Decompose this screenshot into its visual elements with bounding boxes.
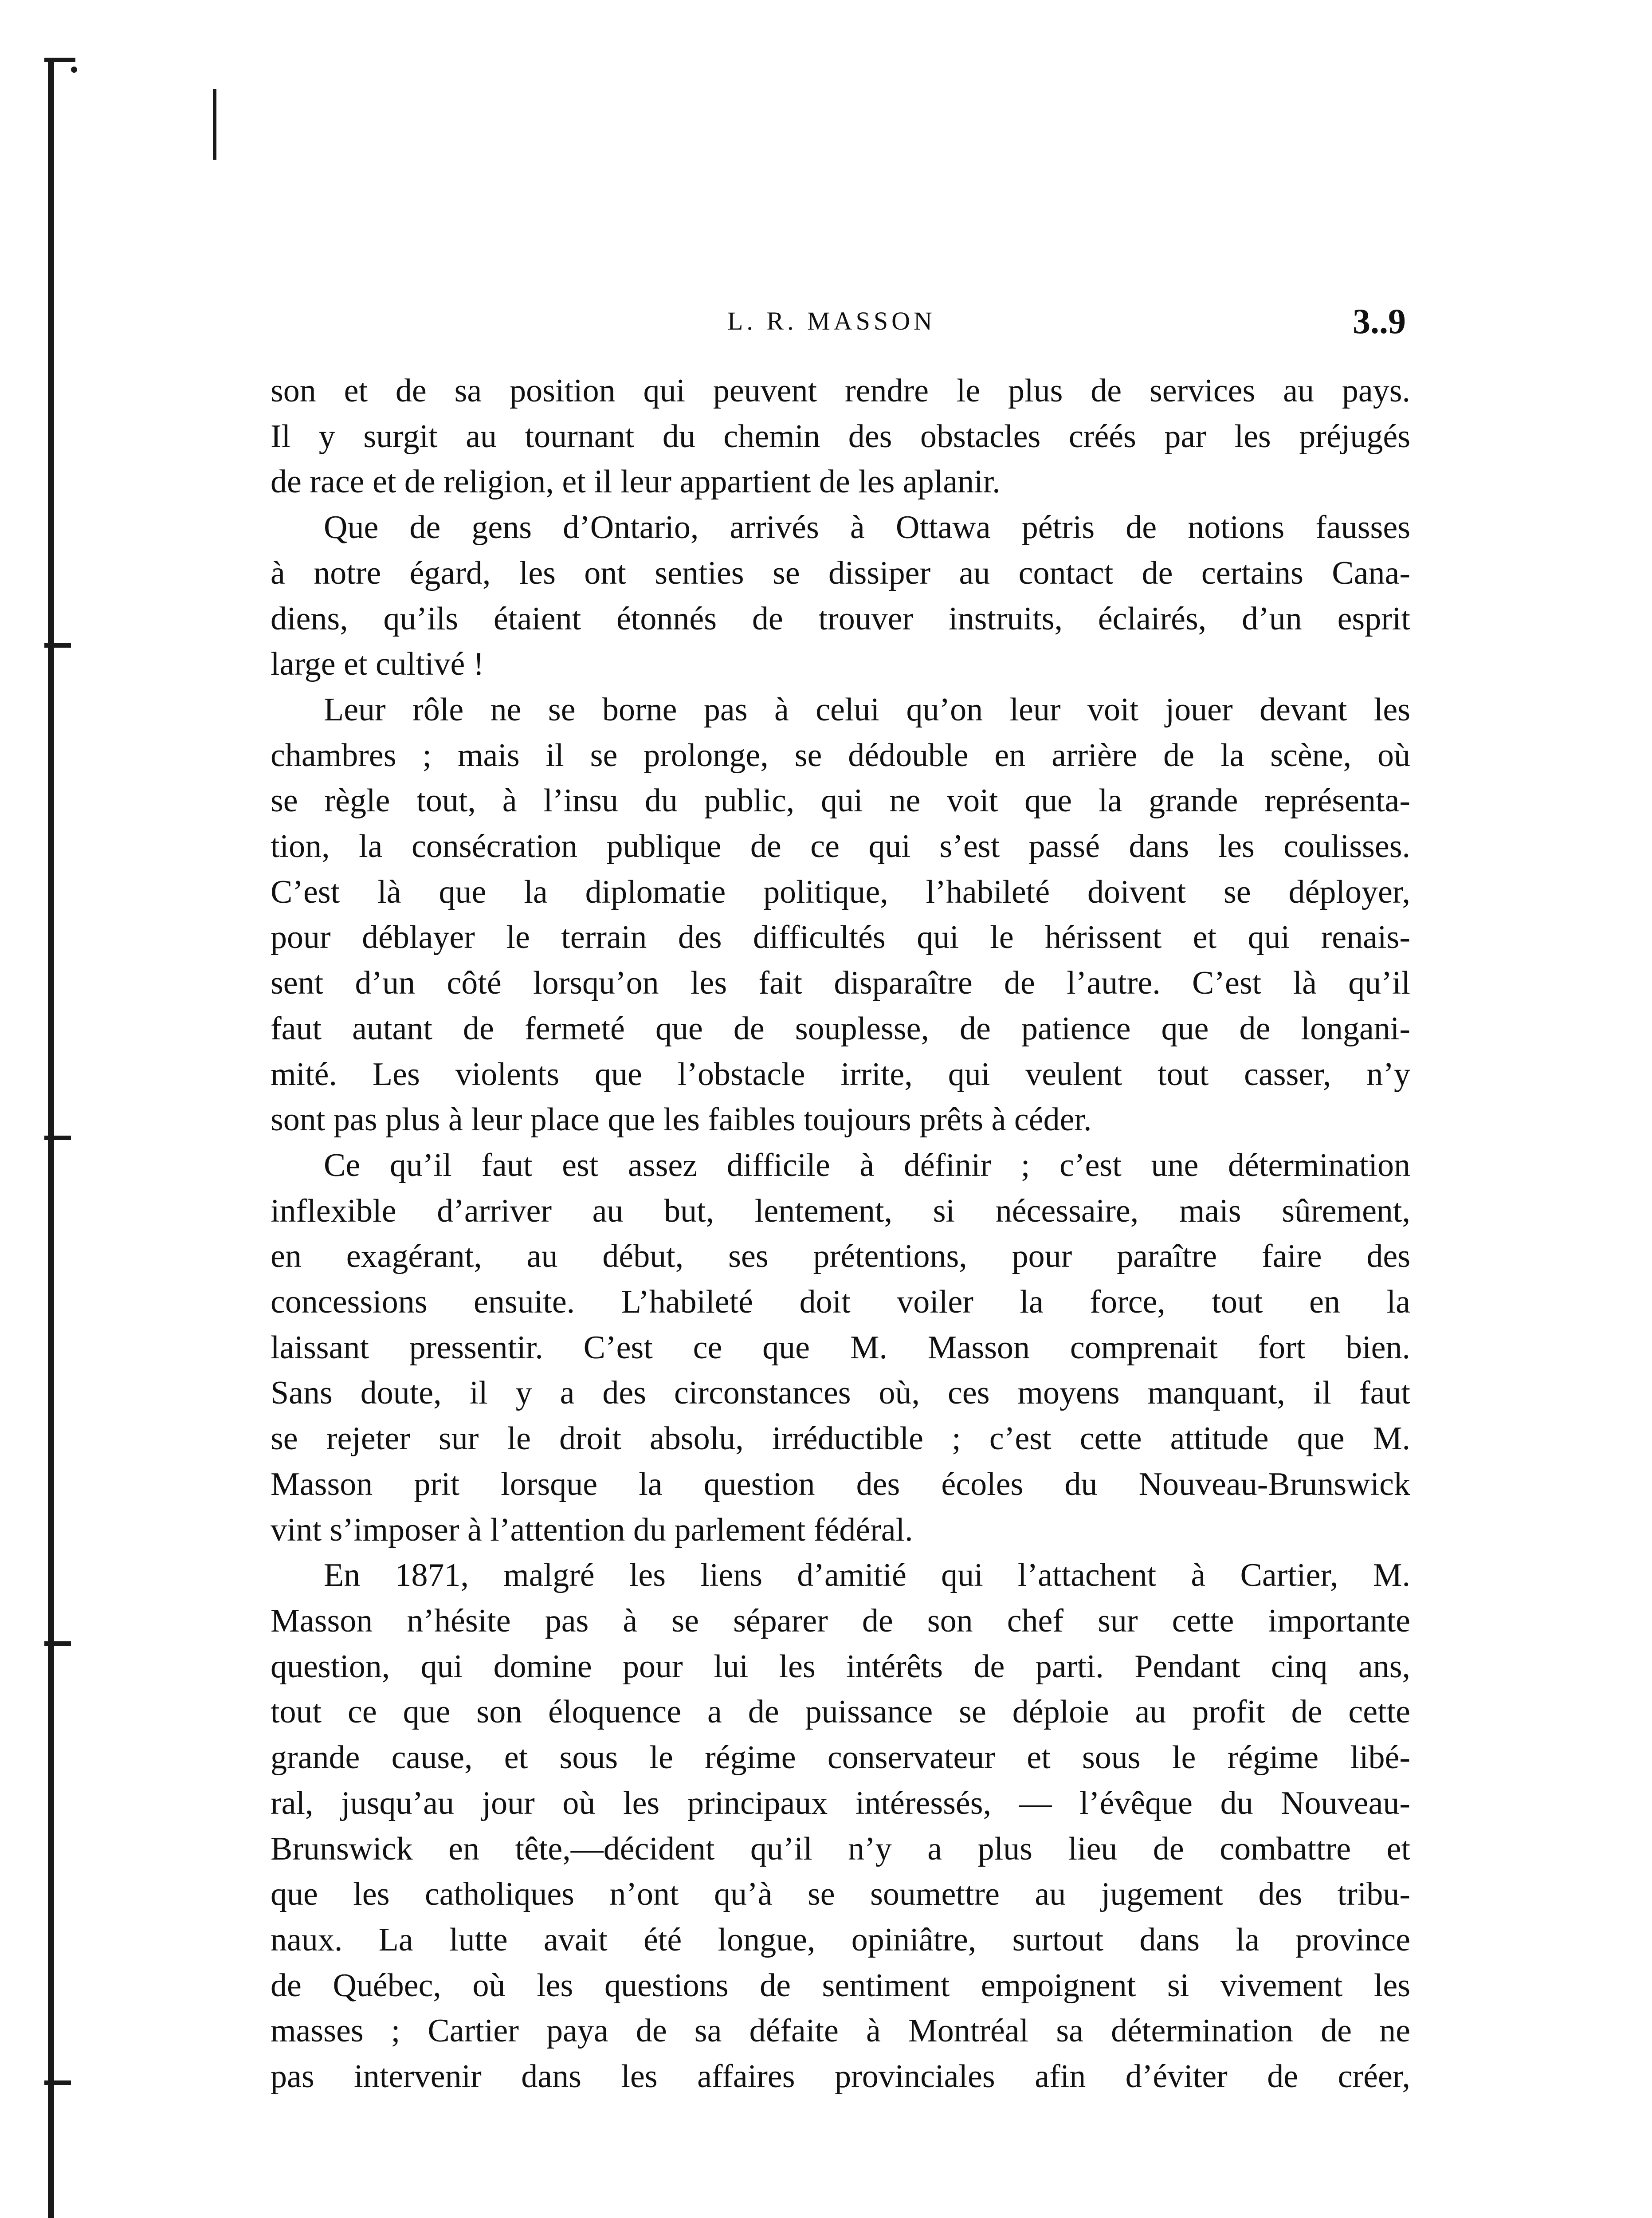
text-line: vint s’imposer à l’attention du parlement fédéral. <box>271 1511 913 1548</box>
text-line: Sans doute, il y a des circonstances où, ces moyens manquant, il faut <box>271 1375 1410 1412</box>
text-line: sent d’un côté lorsqu’on les fait disparaître de l’autre. C’est là qu’il <box>271 965 1410 1002</box>
scan-mark <box>213 89 216 160</box>
text-line: naux. La lutte avait été longue, opiniâtre, surtout dans la province <box>271 1921 1410 1958</box>
text-line: faut autant de fermeté que de souplesse, de patience que de longani- <box>271 1010 1410 1047</box>
paragraph <box>271 1553 1410 2099</box>
text-line: en exagérant, au début, ses prétentions, pour paraître faire des <box>271 1238 1410 1275</box>
binding-tick <box>44 1641 71 1646</box>
page-number: 3..9 <box>1353 302 1406 341</box>
text-line: En 1871, malgré les liens d’amitié qui l’attachent à Cartier, M. <box>324 1557 1410 1594</box>
text-line: Il y surgit au tournant du chemin des obstacles créés par les préjugés <box>271 418 1410 455</box>
binding-tick <box>44 643 71 648</box>
paragraph <box>271 1143 1410 1553</box>
body-text <box>271 368 1410 2100</box>
text-line: tion, la consécration publique de ce qui s’est passé dans les coulisses. <box>271 828 1410 865</box>
text-line: Leur rôle ne se borne pas à celui qu’on leur voit jouer devant les <box>324 691 1410 728</box>
text-line: sont pas plus à leur place que les faibles toujours prêts à céder. <box>271 1101 1092 1138</box>
binding-tick <box>44 1136 71 1140</box>
text-line: de race et de religion, et il leur appartient de les aplanir. <box>271 464 1001 500</box>
paragraph <box>271 368 1410 505</box>
text-line: inflexible d’arriver au but, lentement, si nécessaire, mais sûrement, <box>271 1192 1410 1229</box>
text-line: Ce qu’il faut est assez difficile à définir ; c’est une détermination <box>324 1147 1410 1184</box>
text-line: se rejeter sur le droit absolu, irréductible ; c’est cette attitude que M. <box>271 1420 1410 1457</box>
scan-mark <box>71 67 77 73</box>
paragraph <box>271 505 1410 687</box>
running-head: L. R. MASSON <box>727 307 936 335</box>
binding-tick-top <box>44 58 75 62</box>
paragraph <box>271 687 1410 1143</box>
text-line: Que de gens d’Ontario, arrivés à Ottawa pétris de notions fausses <box>324 509 1410 546</box>
text-line: Masson n’hésite pas à se séparer de son chef sur cette importante <box>271 1602 1410 1639</box>
text-line: à notre égard, les ont senties se dissiper au contact de certains Cana- <box>271 554 1410 591</box>
text-line: tout ce que son éloquence a de puissance se déploie au profit de cette <box>271 1694 1410 1730</box>
text-line: diens, qu’ils étaient étonnés de trouver instruits, éclairés, d’un esprit <box>271 600 1410 637</box>
text-line: large et cultivé ! <box>271 646 484 683</box>
text-line: mité. Les violents que l’obstacle irrite, qui veulent tout casser, n’y <box>271 1056 1410 1093</box>
text-line: chambres ; mais il se prolonge, se dédouble en arrière de la scène, où <box>271 737 1410 774</box>
text-line: C’est là que la diplomatie politique, l’habileté doivent se déployer, <box>271 873 1410 910</box>
text-line: question, qui domine pour lui les intérêts de parti. Pendant cinq ans, <box>271 1648 1410 1685</box>
text-line: grande cause, et sous le régime conservateur et sous le régime libé- <box>271 1739 1410 1776</box>
text-line: Masson prit lorsque la question des écoles du Nouveau-Brunswick <box>271 1466 1410 1502</box>
text-line: Brunswick en tête,—décident qu’il n’y a plus lieu de combattre et <box>271 1830 1410 1867</box>
text-line: se règle tout, à l’insu du public, qui ne voit que la grande représenta- <box>271 783 1410 819</box>
binding-tick <box>44 2080 71 2085</box>
text-line: laissant pressentir. C’est ce que M. Masson comprenait fort bien. <box>271 1329 1410 1366</box>
text-line: ral, jusqu’au jour où les principaux intéressés, — l’évêque du Nouveau- <box>271 1785 1410 1821</box>
text-line: concessions ensuite. L’habileté doit voiler la force, tout en la <box>271 1284 1410 1321</box>
text-line: pas intervenir dans les affaires provinciales afin d’éviter de créer, <box>271 2058 1410 2095</box>
text-line: de Québec, où les questions de sentiment empoignent si vivement les <box>271 1967 1410 2004</box>
text-line: pour déblayer le terrain des difficultés qui le hérissent et qui renais- <box>271 919 1410 956</box>
text-line: que les catholiques n’ont qu’à se soumettre au jugement des tribu- <box>271 1876 1410 1913</box>
text-line: son et de sa position qui peuvent rendre le plus de services au pays. <box>271 373 1410 409</box>
text-line: masses ; Cartier paya de sa défaite à Montréal sa détermination de ne <box>271 2013 1410 2049</box>
